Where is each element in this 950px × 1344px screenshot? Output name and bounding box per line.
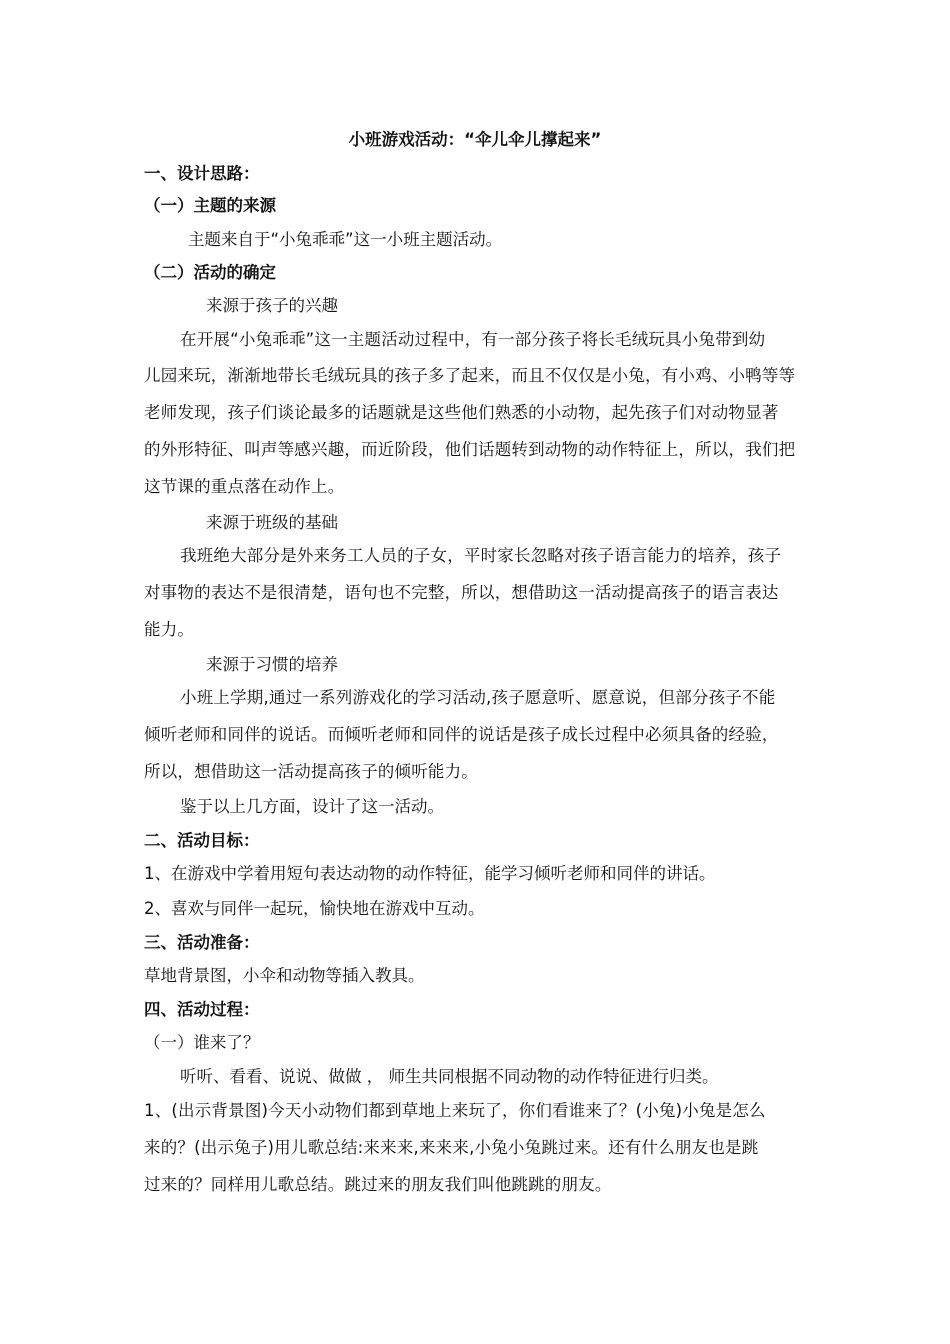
paragraph-theme: 主题来自于“小兔乖乖”这一小班主题活动。	[188, 230, 503, 249]
paragraph-line: 倾听老师和同伴的说话。而倾听老师和同伴的说话是孩子成长过程中必须具备的经验，	[144, 725, 779, 744]
section-heading-goals: 二、活动目标：	[144, 831, 260, 850]
subheading-theme-source: （一）主题的来源	[144, 196, 276, 215]
paragraph-line: 过来的？同样用儿歌总结。跳过来的朋友我们叫他跳跳的朋友。	[144, 1175, 612, 1194]
section-heading-design: 一、设计思路：	[144, 164, 260, 183]
source-interest: 来源于孩子的兴趣	[206, 296, 338, 315]
paragraph-line: 儿园来玩，渐渐地带长毛绒玩具的孩子多了起来，而且不仅仅是小兔，有小鸡、小鸭等等	[144, 366, 796, 385]
paragraph-line: 所以，想借助这一活动提高孩子的倾听能力。	[144, 762, 478, 781]
paragraph-line: 的外形特征、叫声等感兴趣，而近阶段，他们话题转到动物的动作特征上，所以，我们把	[144, 440, 796, 459]
paragraph-line: 小班上学期,通过一系列游戏化的学习活动,孩子愿意听、愿意说，但部分孩子不能	[180, 688, 776, 707]
source-habit: 来源于习惯的培养	[206, 655, 338, 674]
paragraph-line: 这节课的重点落在动作上。	[144, 477, 345, 496]
goal-item: 1、在游戏中学着用短句表达动物的动作特征，能学习倾听老师和同伴的讲话。	[144, 864, 716, 883]
section-heading-process: 四、活动过程：	[144, 1000, 260, 1019]
document-title: 小班游戏活动：“伞儿伞儿撑起来”	[348, 130, 602, 149]
section-heading-preparation: 三、活动准备：	[144, 933, 260, 952]
goal-item: 2、喜欢与同伴一起玩，愉快地在游戏中互动。	[144, 899, 485, 918]
paragraph-line: 对事物的表达不是很清楚，语句也不完整，所以，想借助这一活动提高孩子的语言表达	[144, 583, 779, 602]
subheading-activity: （二）活动的确定	[144, 263, 276, 282]
paragraph-conclusion: 鉴于以上几方面，设计了这一活动。	[180, 797, 444, 816]
process-intro: 听听、看看、说说、做做 ， 师生共同根据不同动物的动作特征进行归类。	[180, 1067, 719, 1086]
paragraph-line: 在开展“小兔乖乖”这一主题活动过程中，有一部分孩子将长毛绒玩具小兔带到幼	[180, 330, 766, 349]
source-class: 来源于班级的基础	[206, 513, 338, 532]
paragraph-line: 我班绝大部分是外来务工人员的子女，平时家长忽略对孩子语言能力的培养，孩子	[180, 546, 782, 565]
subheading-who-came: （一）谁来了？	[144, 1033, 260, 1052]
paragraph-line: 来的？(出示兔子)用儿歌总结:来来来,来来来,小兔小兔跳过来。还有什么朋友也是跳	[144, 1138, 759, 1157]
paragraph-line: 能力。	[144, 620, 195, 639]
preparation-text: 草地背景图，小伞和动物等插入教具。	[144, 966, 425, 985]
paragraph-line: 老师发现，孩子们谈论最多的话题就是这些他们熟悉的小动物，起先孩子们对动物显著	[144, 403, 779, 422]
paragraph-line: 1、(出示背景图)今天小动物们都到草地上来玩了，你们看谁来了？(小兔)小兔是怎么	[144, 1101, 766, 1120]
